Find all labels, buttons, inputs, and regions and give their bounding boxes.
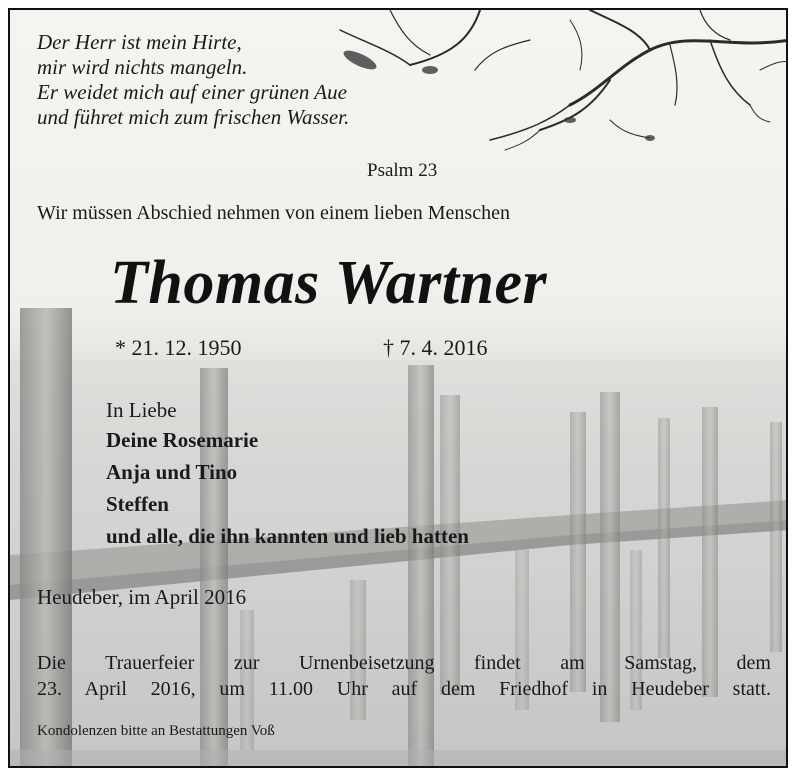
verse-line: Der Herr ist mein Hirte, <box>37 30 242 54</box>
funeral-info-line: 23. April 2016, um 11.00 Uhr auf dem Friedhof in Heudeber statt. <box>37 678 771 700</box>
mourners-intro: In Liebe <box>106 398 177 422</box>
branches-decoration <box>340 10 788 150</box>
death-date: † 7. 4. 2016 <box>383 335 488 360</box>
mourner: Deine Rosemarie <box>106 428 259 452</box>
verse-line: und führet mich zum frischen Wasser. <box>37 105 350 129</box>
verse-line: mir wird nichts mangeln. <box>37 55 248 79</box>
obituary-card <box>8 8 788 768</box>
mourner: Anja und Tino <box>106 460 238 484</box>
condolences-note: Kondolenzen bitte an Bestattungen Voß <box>37 723 275 739</box>
verse-line: Er weidet mich auf einer grünen Aue <box>37 80 347 104</box>
verse-source: Psalm 23 <box>367 160 438 181</box>
psalm-verse <box>37 30 349 130</box>
deceased-name: Thomas Wartner <box>110 249 548 317</box>
birth-date: * 21. 12. 1950 <box>115 335 242 360</box>
place-date: Heudeber, im April 2016 <box>37 585 247 609</box>
farewell-intro: Wir müssen Abschied nehmen von einem lieben Menschen <box>37 202 510 224</box>
mourner: Steffen <box>106 492 169 516</box>
mourner: und alle, die ihn kannten und lieb hatten <box>106 524 469 548</box>
funeral-info-line: Die Trauerfeier zur Urnenbeisetzung findet am Samstag, dem <box>37 652 771 674</box>
